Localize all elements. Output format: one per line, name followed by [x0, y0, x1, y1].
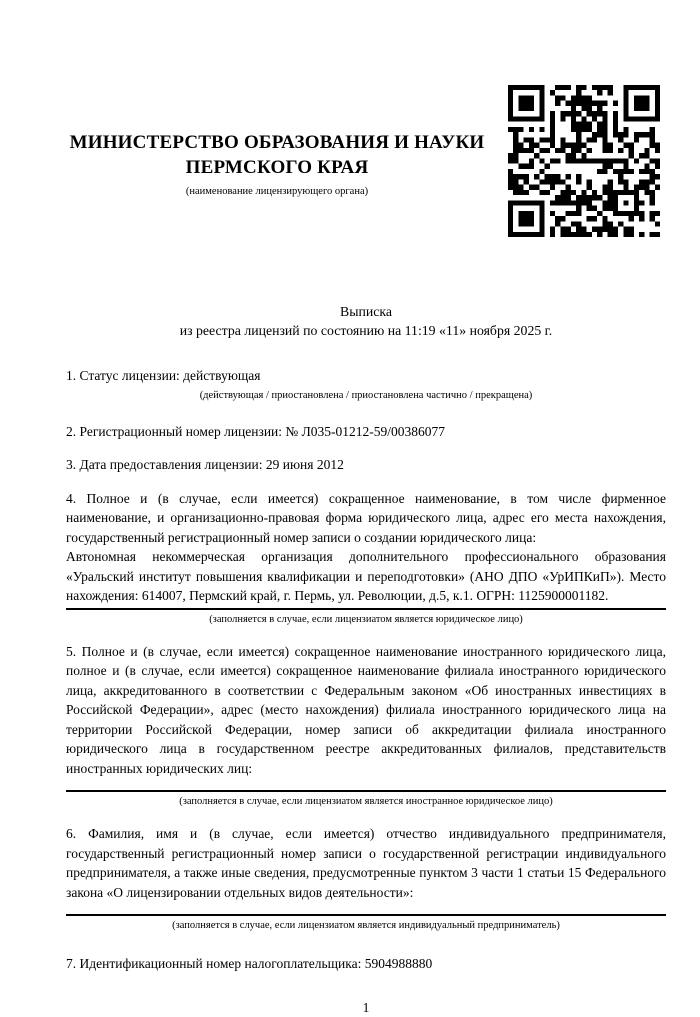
entrepreneur-field-label: 6. Фамилия, имя и (в случае, если имеется) отчество индивидуального предпринимателя, государственный регистрационный номер записи о государственной регистрации индивидуального предпринимателя, а также иные сведения, предусмотренные пунктом 3 части 1 статьи 15 Федерального закона «О лицензировании отдельных видов деятельности»: [66, 826, 666, 900]
document-subtitle: из реестра лицензий по состоянию на 11:19 «11» ноября 2025 г. [179, 323, 553, 338]
fill-line-entrepreneur [66, 914, 666, 916]
item-1-license-status [66, 366, 666, 402]
entrepreneur-fill-caption: (заполняется в случае, если лицензиатом является индивидуальный предприниматель) [172, 920, 560, 931]
item-5-foreign-entity [66, 642, 666, 809]
document-body [66, 250, 666, 1017]
authority-name-caption: (наименование лицензирующего органа) [185, 186, 369, 197]
authority-name-line1: МИНИСТЕРСТВО ОБРАЗОВАНИЯ И НАУКИ [69, 132, 485, 153]
legal-entity-field-label: 4. Полное и (в случае, если имеется) сокращенное наименование, в том числе фирменное наименование, и организационно-правовая форма юридического лица, адрес его места нахождения, государственный регистрационный номер записи о создании юридического лица: [66, 490, 666, 545]
item-3-grant-date: 3. Дата предоставления лицензии: 29 июня 2012 [66, 457, 344, 472]
fill-line-foreign-entity [66, 790, 666, 792]
qr-code-icon [507, 85, 661, 237]
item-2-registration-number: 2. Регистрационный номер лицензии: № Л035-01212-59/00386077 [66, 423, 446, 439]
item-6-entrepreneur [66, 824, 666, 932]
item-4-legal-entity [66, 489, 666, 626]
document-title-block [66, 302, 666, 340]
legal-entity-fill-caption: (заполняется в случае, если лицензиатом является юридическое лицо) [209, 613, 523, 625]
foreign-entity-field-label: 5. Полное и (в случае, если имеется) сокращенное наименование иностранного юридического лица, полное и (в случае, если имеется) сокращенное наименование филиала иностранного юридического лица, аккредитованного в соответствии с Федеральным законом «Об иностранных инвестициях в Российской Федерации», адрес (место нахождения) филиала иностранного юридического лица на территории Российской Федерации, номер записи об аккредитации филиала иностранного юридического лица в государственном реестре аккредитованных филиалов, представительств иностранных юридических лиц: [66, 643, 666, 776]
document-title: Выписка [340, 304, 392, 319]
license-status-options-caption: (действующая / приостановлена / приостановлена частично / прекращена) [199, 389, 533, 401]
authority-name-line2: ПЕРМСКОГО КРАЯ [185, 157, 369, 178]
page-number: 1 [362, 999, 370, 1015]
foreign-entity-fill-caption: (заполняется в случае, если лицензиатом является иностранное юридическое лицо) [179, 796, 553, 807]
legal-entity-field-value: Автономная некоммерческая организация дополнительного профессионального образования «Уральский институт повышения квалификации и переподготовки» (АНО ДПО «УрИПКиП»). Место нахождения: 614007, Пермский край, г. Пермь, ул. Революции, д.5, к.1. ОГРН: 1125900001182. [66, 549, 666, 603]
fill-line-legal-entity [66, 608, 666, 610]
license-status-text: 1. Статус лицензии: действующая [66, 368, 261, 383]
item-7-taxpayer-id: 7. Идентификационный номер налогоплательщика: 5904988880 [66, 956, 433, 971]
licensing-authority-block [58, 130, 496, 198]
